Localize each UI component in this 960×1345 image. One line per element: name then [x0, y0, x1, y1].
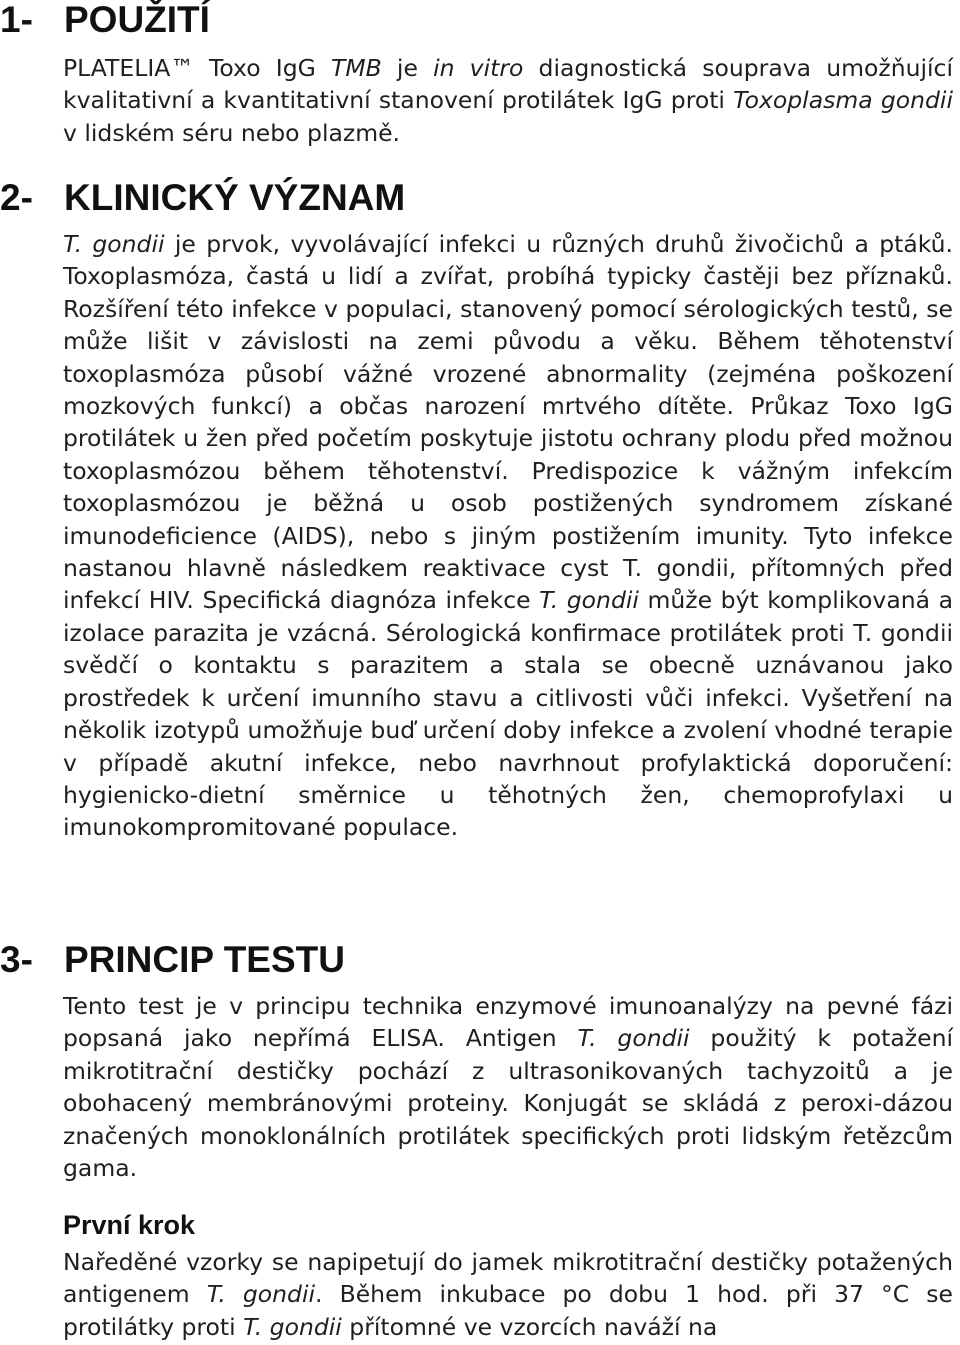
text-segment: Naředěné vzorky se napipetují do jamek mikrotitrační destičky potažených antigenem: [63, 1248, 953, 1309]
text-segment-italic: T. gondii: [539, 586, 639, 615]
subsection-first-step-title: První krok: [63, 1210, 196, 1240]
section-2-paragraph: [63, 228, 953, 844]
section-1-paragraph: [63, 52, 953, 149]
section-3-title: PRINCIP TESTU: [64, 939, 345, 980]
section-1-title: POUŽITÍ: [64, 0, 210, 40]
text-segment-italic: in vitro: [433, 54, 524, 82]
text-segment: může být komplikovaná a izolace parazita je vzácná. Sérologická konfirmace protilátek proti T. gondii svědčí o kontaktu s parazitem a stala se obecně uznávanou jako prostředek k určení imunního stavu a citlivosti vůči infekci. Vyšetření na několik izotypů umožňuje buď určení doby infekce a zvolení vhodné terapie v případě akutní infekce, nebo navrhnout profylaktická doporučení: hygienicko-dietní směrnice u těhotných žen, chemoprofylaxi u imunokompromitované populace.: [63, 586, 954, 842]
text-segment-italic: Toxoplasma gondii: [733, 86, 953, 115]
subsection-first-step-paragraph: [63, 1246, 953, 1343]
section-1-heading: [0, 0, 210, 42]
section-3-paragraph: [63, 990, 953, 1184]
text-segment: je: [381, 54, 434, 82]
text-segment: použitý k potažení mikrotitrační destičky pochází z ultrasonikovaných tachyzoitů a je obohacený membránovými proteiny. Konjugát se skládá z peroxi-dázou značených monoklonálních protilátek specifických proti lidským řetězcům gama.: [63, 1024, 954, 1183]
text-segment: je prvok, vyvolávající infekci u různých druhů živočichů a ptáků. Toxoplasmóza, častá u lidí a zvířat, probíhá typicky častěji bez příznaků. Rozšíření této infekce v populaci, stanovený pomocí sérologických testů, se může lišit v závislosti na zemi původu a věku. Během těhotenství toxoplasmóza působí vážné vrozené abnormality (zejména poškození mozkových funkcí) a občas narození mrtvého dítěte. Průkaz Toxo IgG protilátek u žen před početím poskytuje jistotu ochrany plodu před možnou toxoplasmózou během těhotenství. Predispozice k vážným infekcím toxoplasmózou je běžná u osob postižených syndromem získané imunodeficience (AIDS), nebo s jiným postižením imunity. Tyto infekce nastanou hlavně následkem reaktivace cyst T. gondii, přítomných před infekcí HIV. Specifická diagnóza infekce: [63, 230, 954, 615]
section-2-number: 2-: [0, 177, 33, 218]
text-segment-italic: T. gondii: [206, 1280, 316, 1309]
text-segment: diagnostická souprava umožňující kvalitativní a kvantitativní stanovení protilátek IgG proti: [63, 54, 954, 115]
text-segment-italic: T. gondii: [577, 1024, 690, 1053]
text-segment: přítomné ve vzorcích naváží na: [341, 1312, 718, 1341]
text-segment-italic: TMB: [331, 54, 382, 82]
section-3-heading: [0, 938, 345, 982]
section-2-heading: [0, 176, 405, 220]
section-1-number: 1-: [0, 0, 33, 40]
text-segment: Tento test je v principu technika enzymové imunoanalýzy na pevné fázi popsaná jako nepřímá ELISA. Antigen: [63, 992, 953, 1053]
text-segment: . Během inkubace po dobu 1 hod. při 37 °C se protilátky proti: [63, 1280, 953, 1341]
section-3-number: 3-: [0, 939, 33, 980]
text-segment: v lidském séru nebo plazmě.: [63, 118, 401, 147]
text-segment: PLATELIA™ Toxo IgG: [63, 54, 331, 82]
section-2-title: KLINICKÝ VÝZNAM: [64, 177, 406, 218]
text-segment-italic: T. gondii: [243, 1312, 342, 1341]
text-segment-italic: T. gondii: [63, 230, 165, 258]
